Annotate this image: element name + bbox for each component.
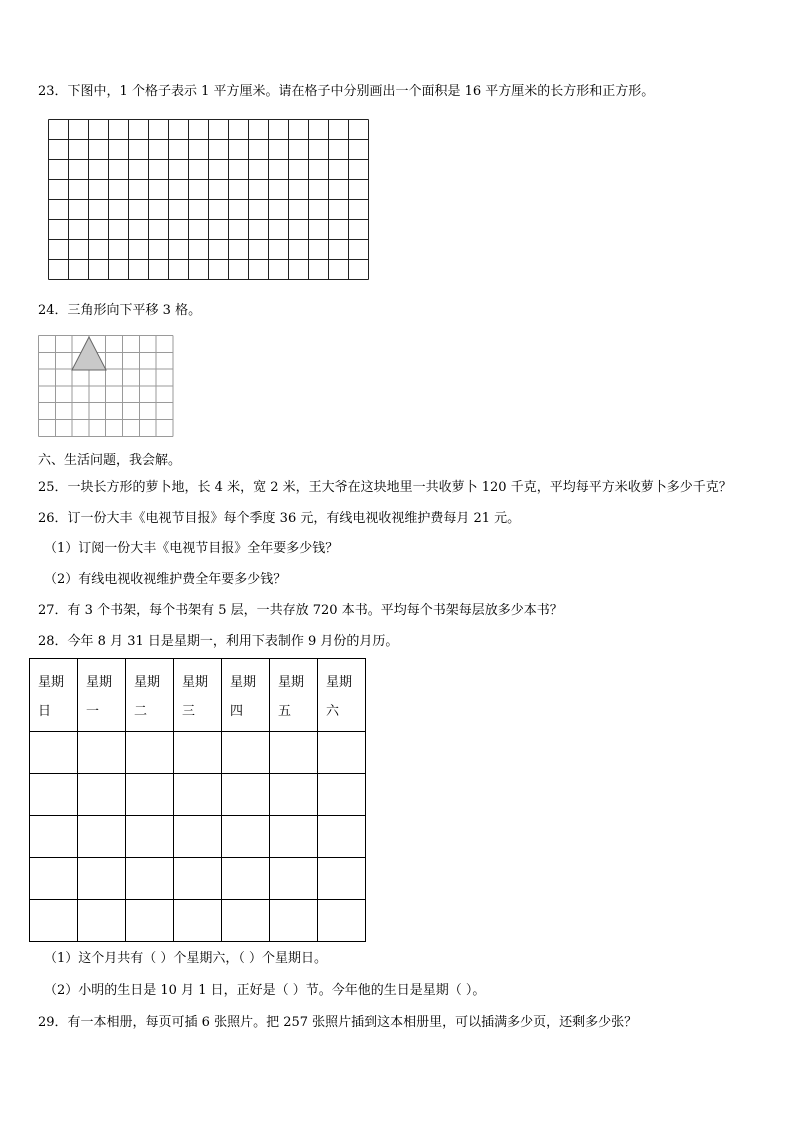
question-26-sub-2: （2）有线电视收视维护费全年要多少钱？ [44, 572, 287, 587]
calendar-day-cell[interactable] [222, 732, 270, 774]
question-28: 28．今年 8 月 31 日是星期一，利用下表制作 9 月份的月历。 [38, 634, 399, 649]
weekday-header-row [30, 659, 366, 732]
calendar-day-cell[interactable] [78, 732, 126, 774]
weekday-header-cell: 星期 一 [78, 659, 126, 732]
weekday-header-cell: 星期 六 [318, 659, 366, 732]
weekday-header-cell: 星期 日 [30, 659, 78, 732]
weekday-header-cell: 星期 四 [222, 659, 270, 732]
calendar-day-cell[interactable] [318, 858, 366, 900]
calendar-day-cell[interactable] [318, 900, 366, 942]
calendar-week-row [30, 900, 366, 942]
calendar-day-cell[interactable] [174, 858, 222, 900]
triangle-shape[interactable] [72, 337, 106, 370]
question-24: 24．三角形向下平移 3 格。 [38, 303, 202, 318]
calendar-day-cell[interactable] [174, 816, 222, 858]
question-23: 23．下图中，1 个格子表示 1 平方厘米。请在格子中分别画出一个面积是 16 平方厘米的长方形和正方形。 [38, 84, 655, 99]
section-6-title: 六、生活问题，我会解。 [38, 453, 182, 468]
calendar-day-cell[interactable] [78, 900, 126, 942]
weekday-header-cell: 星期 五 [270, 659, 318, 732]
question-28-sub-2: （2）小明的生日是 10 月 1 日，正好是（ ）节。今年他的生日是星期（ ）。 [44, 983, 486, 998]
square-grid-q23[interactable] [46, 112, 371, 288]
calendar-day-cell[interactable] [30, 858, 78, 900]
calendar-day-cell[interactable] [222, 858, 270, 900]
calendar-day-cell[interactable] [318, 816, 366, 858]
september-calendar-table [29, 658, 366, 942]
calendar-day-cell[interactable] [270, 774, 318, 816]
calendar-day-cell[interactable] [126, 900, 174, 942]
calendar-day-cell[interactable] [78, 858, 126, 900]
weekday-header-cell: 星期 二 [126, 659, 174, 732]
question-27: 27．有 3 个书架，每个书架有 5 层，一共存放 720 本书。平均每个书架每层放多少本书？ [38, 603, 563, 618]
calendar-day-cell[interactable] [126, 816, 174, 858]
calendar-day-cell[interactable] [270, 900, 318, 942]
calendar-day-cell[interactable] [30, 774, 78, 816]
calendar-week-row [30, 774, 366, 816]
calendar-week-row [30, 732, 366, 774]
calendar-day-cell[interactable] [174, 774, 222, 816]
translation-grid-q24[interactable] [38, 335, 176, 441]
calendar-day-cell[interactable] [30, 816, 78, 858]
calendar-day-cell[interactable] [174, 900, 222, 942]
calendar-week-row [30, 858, 366, 900]
calendar-day-cell[interactable] [222, 816, 270, 858]
question-25: 25．一块长方形的萝卜地，长 4 米，宽 2 米，王大爷在这块地里一共收萝卜 120 千克，平均每平方米收萝卜多少千克？ [38, 480, 732, 495]
calendar-day-cell[interactable] [126, 774, 174, 816]
calendar-day-cell[interactable] [126, 732, 174, 774]
calendar-day-cell[interactable] [270, 816, 318, 858]
question-26-sub-1: （1）订阅一份大丰《电视节目报》全年要多少钱？ [44, 541, 339, 556]
calendar-day-cell[interactable] [318, 732, 366, 774]
calendar-day-cell[interactable] [78, 774, 126, 816]
calendar-day-cell[interactable] [222, 774, 270, 816]
calendar-day-cell[interactable] [222, 900, 270, 942]
calendar-day-cell[interactable] [270, 732, 318, 774]
calendar-day-cell[interactable] [270, 858, 318, 900]
question-29: 29．有一本相册，每页可插 6 张照片。把 257 张照片插到这本相册里，可以插满多少页，还剩多少张？ [38, 1015, 638, 1030]
question-28-sub-1: （1）这个月共有（ ）个星期六，（ ）个星期日。 [44, 951, 328, 966]
calendar-day-cell[interactable] [30, 732, 78, 774]
calendar-day-cell[interactable] [174, 732, 222, 774]
calendar-week-row [30, 816, 366, 858]
calendar-day-cell[interactable] [30, 900, 78, 942]
weekday-header-cell: 星期 三 [174, 659, 222, 732]
calendar-day-cell[interactable] [78, 816, 126, 858]
calendar-day-cell[interactable] [126, 858, 174, 900]
question-26: 26．订一份大丰《电视节目报》每个季度 36 元，有线电视收视维护费每月 21 元。 [38, 511, 521, 526]
calendar-day-cell[interactable] [318, 774, 366, 816]
